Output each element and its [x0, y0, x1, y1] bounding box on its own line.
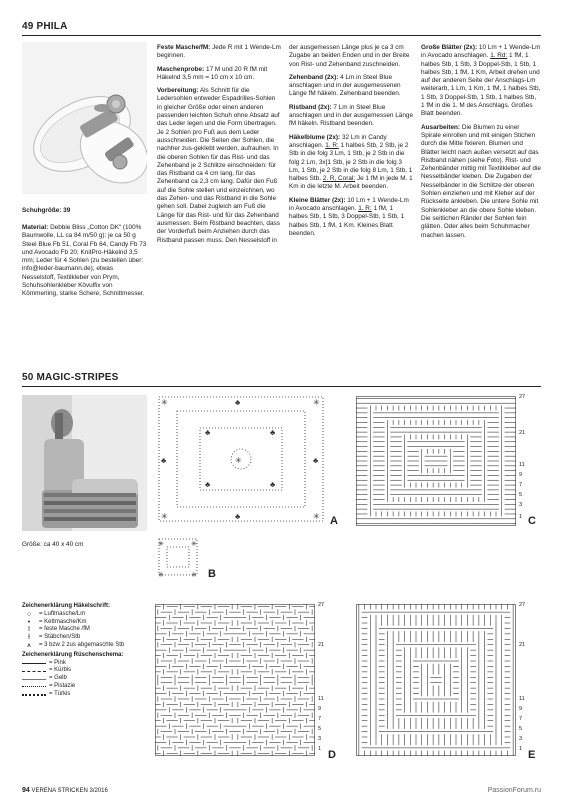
- legend-item: [22, 660, 147, 668]
- row-number: 1: [519, 746, 523, 752]
- svg-text:♣: ♣: [235, 512, 241, 521]
- pumpkin-line-icon: [22, 671, 46, 672]
- legend: [22, 603, 147, 699]
- svg-text:♣: ♣: [161, 456, 167, 465]
- blanket-size: Größe: ca 40 x 40 cm: [22, 541, 84, 548]
- chart-label-a: A: [330, 515, 338, 527]
- legend-label: = Türkis: [49, 690, 71, 697]
- chart-label-d: D: [328, 749, 336, 761]
- fm-label: Feste Masche/fM:: [157, 44, 211, 51]
- flower-row1-text: 1 halbes Stb, 2 Stb, je 2 Stb in die folg 3 Lm, 1 Stb, je 2 Stb in die folg 2 Lm, 3x[1 Stb, je 2 Stb in die folg 3 Lm, 1 Stb, je 2 Stb in die folg 8 Lm, 1 Stb, 1 halbes Stb.: [289, 141, 413, 183]
- small-leaves-text: 10 Lm + 1 Wende-Lm in Avocado anschlagen.: [289, 196, 409, 213]
- prep-label: Vorbereitung:: [157, 87, 199, 95]
- crochet-chart-a-graphic: [155, 393, 330, 526]
- row-number: 11: [318, 696, 324, 702]
- row-number: 5: [318, 726, 322, 732]
- page-number: 94: [22, 787, 30, 794]
- large-leaves-text: 10 Lm + 1 Wende-Lm in Avocado anschlagen.: [421, 44, 541, 60]
- svg-text:♣: ♣: [205, 480, 211, 489]
- ruffle-chart-e: [356, 604, 516, 756]
- instep-band-label: Ristband (2x):: [289, 103, 332, 111]
- legend-item: [22, 642, 147, 650]
- legend-item: [22, 667, 147, 675]
- material-label: Material:: [22, 224, 49, 231]
- double-crochet-icon: ƚ: [28, 634, 30, 642]
- toe-band-label: Zehenband (2x):: [289, 73, 339, 81]
- large-leaves-row1-text: 1 fM, 1 halbes Stb, 1 Stb, 3 Doppel-Stb, 1 Stb, 1 halbes Stb, 1 fM, 1 Km, Arbeit drehen und auf der anderen Seite der Anschlags-Lm weiterarb, 1 Lm, 1 Km, 1 fM, 1 halbes Stb, 1 Stb, 3 Doppel-Stb, 1 Stb, 1 halbes Stb, 1 fM in die 1. M des Anschlags. Großes Blatt beenden.: [421, 52, 541, 118]
- row-number: 7: [519, 716, 523, 722]
- fabric-text: der ausgemessen Länge plus je ca 3 cm Zugabe an beiden Enden und in der Breite von Rist- und Zehenband zuschneiden.: [289, 44, 410, 68]
- row-number: 9: [519, 706, 523, 712]
- single-crochet-icon: I: [28, 626, 30, 634]
- legend-label: = 3 bzw 2 zus abgemaschte Stb: [39, 641, 125, 648]
- watermark: PassionForum.ru: [487, 787, 541, 794]
- svg-text:♣: ♣: [313, 456, 319, 465]
- small-leaves-row1-label: 1. R:: [358, 205, 372, 213]
- row-number: 27: [519, 394, 526, 400]
- legend-label: = feste Masche /fM: [39, 626, 90, 633]
- ruffle-grid-graphic: [356, 396, 516, 526]
- small-leaves-label: Kleine Blätter (2x):: [289, 196, 346, 204]
- page-footer: [22, 787, 108, 794]
- material-text: Debbie Bliss „Cotton DK“ (100% Baumwolle, LL ca 84 m/50 g): je ca 50 g Steel Blue Fb 51, Coral Fb 64, Candy Fb 73 und Avocado Fb 20; KnitPro-Häkelnd 3,5 mm; Leder für 4 Sohlen (zu bestellen über: info@leder-baumann.de); etwas Nesselstoff, Textilkleber von Prym, Schuhsohlenkleber Kövulfix von Kömmerling, starke Schere, Schnittmesser.: [22, 224, 147, 298]
- flower-row2-label: 2. R, Coral:: [322, 175, 356, 183]
- svg-text:✳: ✳: [158, 572, 164, 579]
- small-leaves-row1-text: 1 fM, 1 halbes Stb, 1 Stb, 3 Doppel-Stb, 1 Stb, 1 halbes Stb, 1 fM, 1 Km. Kleines Blatt beenden.: [289, 205, 405, 237]
- row-number: 11: [519, 696, 525, 702]
- row-number: 3: [519, 502, 523, 508]
- pistachio-line-icon: [22, 686, 46, 687]
- svg-text:♣: ♣: [235, 398, 241, 407]
- legend-item: [22, 683, 147, 691]
- ruffle-chart-c: [356, 396, 516, 526]
- svg-text:✳: ✳: [235, 456, 242, 465]
- legend-label: = Gelb: [49, 675, 67, 682]
- slip-stitch-icon: •: [27, 618, 31, 626]
- flower-row1-label: 1. R:: [325, 141, 339, 149]
- row-number: 7: [318, 716, 322, 722]
- row-number: 27: [519, 602, 526, 608]
- row-number: 5: [519, 492, 523, 498]
- row-number: 21: [318, 642, 325, 648]
- section-49-rule: [22, 35, 541, 36]
- legend-item: [22, 619, 147, 627]
- svg-text:✳: ✳: [191, 541, 197, 548]
- large-leaves-row1-label: 1. Rd:: [490, 52, 508, 60]
- section-50-title: 50 MAGIC-STRIPES: [22, 372, 119, 383]
- row-number: 1: [318, 746, 322, 752]
- legend-label: = Kettmasche/Km: [39, 618, 87, 625]
- chart-label-e: E: [528, 749, 536, 761]
- svg-text:✳: ✳: [161, 398, 168, 407]
- legend-label: = Pistazie: [49, 682, 76, 689]
- legend-item: [22, 626, 147, 634]
- svg-text:✳: ✳: [313, 512, 320, 521]
- instructions-column-2: [157, 44, 282, 250]
- gauge-text: 17 M und 20 R fM mit Häkelnd 3,5 mm = 10 cm x 10 cm.: [157, 65, 268, 81]
- svg-text:✳: ✳: [313, 398, 320, 407]
- row-number: 5: [519, 726, 523, 732]
- fm-text: Jede R mit 1 Wende-Lm beginnen.: [157, 44, 281, 60]
- svg-text:♣: ♣: [270, 428, 276, 437]
- chain-stitch-icon: ○: [26, 610, 32, 618]
- magazine-issue: VERENA STRICKEN 3/2016: [31, 788, 108, 794]
- pink-line-icon: [22, 663, 46, 664]
- legend-title-crochet: Zeichenerklärung Häkelschrift:: [22, 603, 111, 609]
- ruffle-grid-graphic: [356, 604, 516, 756]
- legend-item: [22, 634, 147, 642]
- svg-text:✳: ✳: [191, 572, 197, 579]
- large-leaves-label: Große Blätter (2x):: [421, 44, 478, 51]
- instep-band-text: 7 Lm in Steel Blue anschlagen und in der ausgemessen Länge fM häkeln. Ristband beenden.: [289, 103, 413, 128]
- flower-label: Häkelblume (2x):: [289, 133, 341, 141]
- crochet-chart-b-graphic: [155, 535, 205, 580]
- row-number: 9: [318, 706, 322, 712]
- section-49-title: 49 PHILA: [22, 21, 68, 32]
- legend-label: = Kürbis: [49, 667, 72, 674]
- turquoise-line-icon: [22, 694, 46, 696]
- section-50-rule: [22, 386, 541, 387]
- legend-label: = Stäbchen/Stb: [39, 634, 81, 641]
- row-number: 9: [519, 472, 523, 478]
- row-number: 1: [519, 514, 523, 520]
- row-number: 21: [519, 430, 526, 436]
- crochet-chart-a: [155, 393, 330, 526]
- legend-title-ruffle: Zeichenerklärung Rüschenschema:: [22, 651, 124, 658]
- svg-text:✳: ✳: [161, 512, 168, 521]
- legend-label: = Pink: [49, 659, 66, 666]
- ruffle-grid-graphic: [155, 604, 315, 756]
- svg-text:♣: ♣: [270, 480, 276, 489]
- cluster-icon: ⩚: [27, 641, 31, 649]
- crochet-chart-b: [155, 535, 205, 580]
- legend-item: [22, 611, 147, 619]
- chart-label-c: C: [528, 515, 536, 527]
- shoe-size: Schuhgröße: 39: [22, 207, 71, 214]
- model-illustration: [22, 395, 147, 531]
- model-photo: [22, 395, 147, 531]
- prep-text: Als Schnitt für die Ledersohlen entweder Espadrilles-Sohlen in gleicher Größe oder einen anderen passenden leichten Schuh ohne Absatz auf das Leder legen und die Form übertragen. Je 2 Sohlen pro Fuß aus dem Leder ausschneiden. Die Seiten der Sohlen, die nachher zus-geklebt werden, aufrauhen. In die oberen Sohlen für das Rist- und das Zehenband je 2 Schlitze einschneiden: für das Ristband ca 4 cm lang, für das Zehenband ca 2,3 cm lang. Dafür den Fuß auf die Sohle stellen und einzeichnen, wo das Zehen- und das Ristband in die Sohle gehen soll. Dabei zugleich am Fuß die Länge für das Rist- und für das Zehenband ausmessen. Beim Ristband beachten, dass der Vorderfuß beim Anziehen durch das Ristband passen muss. Den Nesselstoff in: [157, 87, 280, 244]
- sandals-illustration: [22, 42, 147, 194]
- material-paragraph: [22, 224, 148, 299]
- legend-item: [22, 675, 147, 683]
- ruffle-chart-d: [155, 604, 315, 756]
- gauge-label: Maschenprobe:: [157, 65, 205, 73]
- finishing-label: Ausarbeiten:: [421, 123, 461, 131]
- legend-label: = Luftmasche/Lm: [39, 610, 86, 617]
- row-number: 3: [318, 736, 322, 742]
- finishing-text: Die Blumen zu einer Spirale einrollen und mit einigen Stichen durch die Mitte fixieren. Blumen und Blätter leicht nach außen versetzt auf das Ristband nähen (siehe Foto). Rist- und Zehenbänder mittig mit Textilkleber auf die Nesselbänder kleben. Die Zugaben der Nesselbänder in die Schlitze der oberen Sohlen einziehen und mit Kleber auf der Rückseite ankleben. Die untere Sohle mit Sohlenkleber an die obere Sohle kleben. Die seitlichen Ränder der Sohlen fein glätten. Oder alles beim Schuhmacher machen lassen.: [421, 123, 541, 239]
- row-number: 7: [519, 482, 523, 488]
- yellow-line-icon: [22, 679, 46, 680]
- chart-label-b: B: [208, 568, 216, 580]
- sandals-photo: [22, 42, 147, 194]
- row-number: 21: [519, 642, 526, 648]
- instructions-column-3: [289, 44, 413, 243]
- row-number: 11: [519, 462, 525, 468]
- instructions-column-4: [421, 44, 541, 245]
- flower-row2-text: Je 1 fM in jede M. 1 Km in die letzte M. Arbeit beenden.: [289, 175, 413, 191]
- flower-text: 32 Lm in Candy anschlagen.: [289, 133, 387, 149]
- row-number: 27: [318, 602, 325, 608]
- row-number: 3: [519, 736, 523, 742]
- svg-text:✳: ✳: [158, 541, 164, 548]
- legend-item: [22, 691, 147, 699]
- svg-text:♣: ♣: [205, 428, 211, 437]
- toe-band-text: 4 Lm in Steel Blue anschlagen und in der ausgemessenen Länge fM häkeln. Zehenband beenden.: [289, 73, 401, 98]
